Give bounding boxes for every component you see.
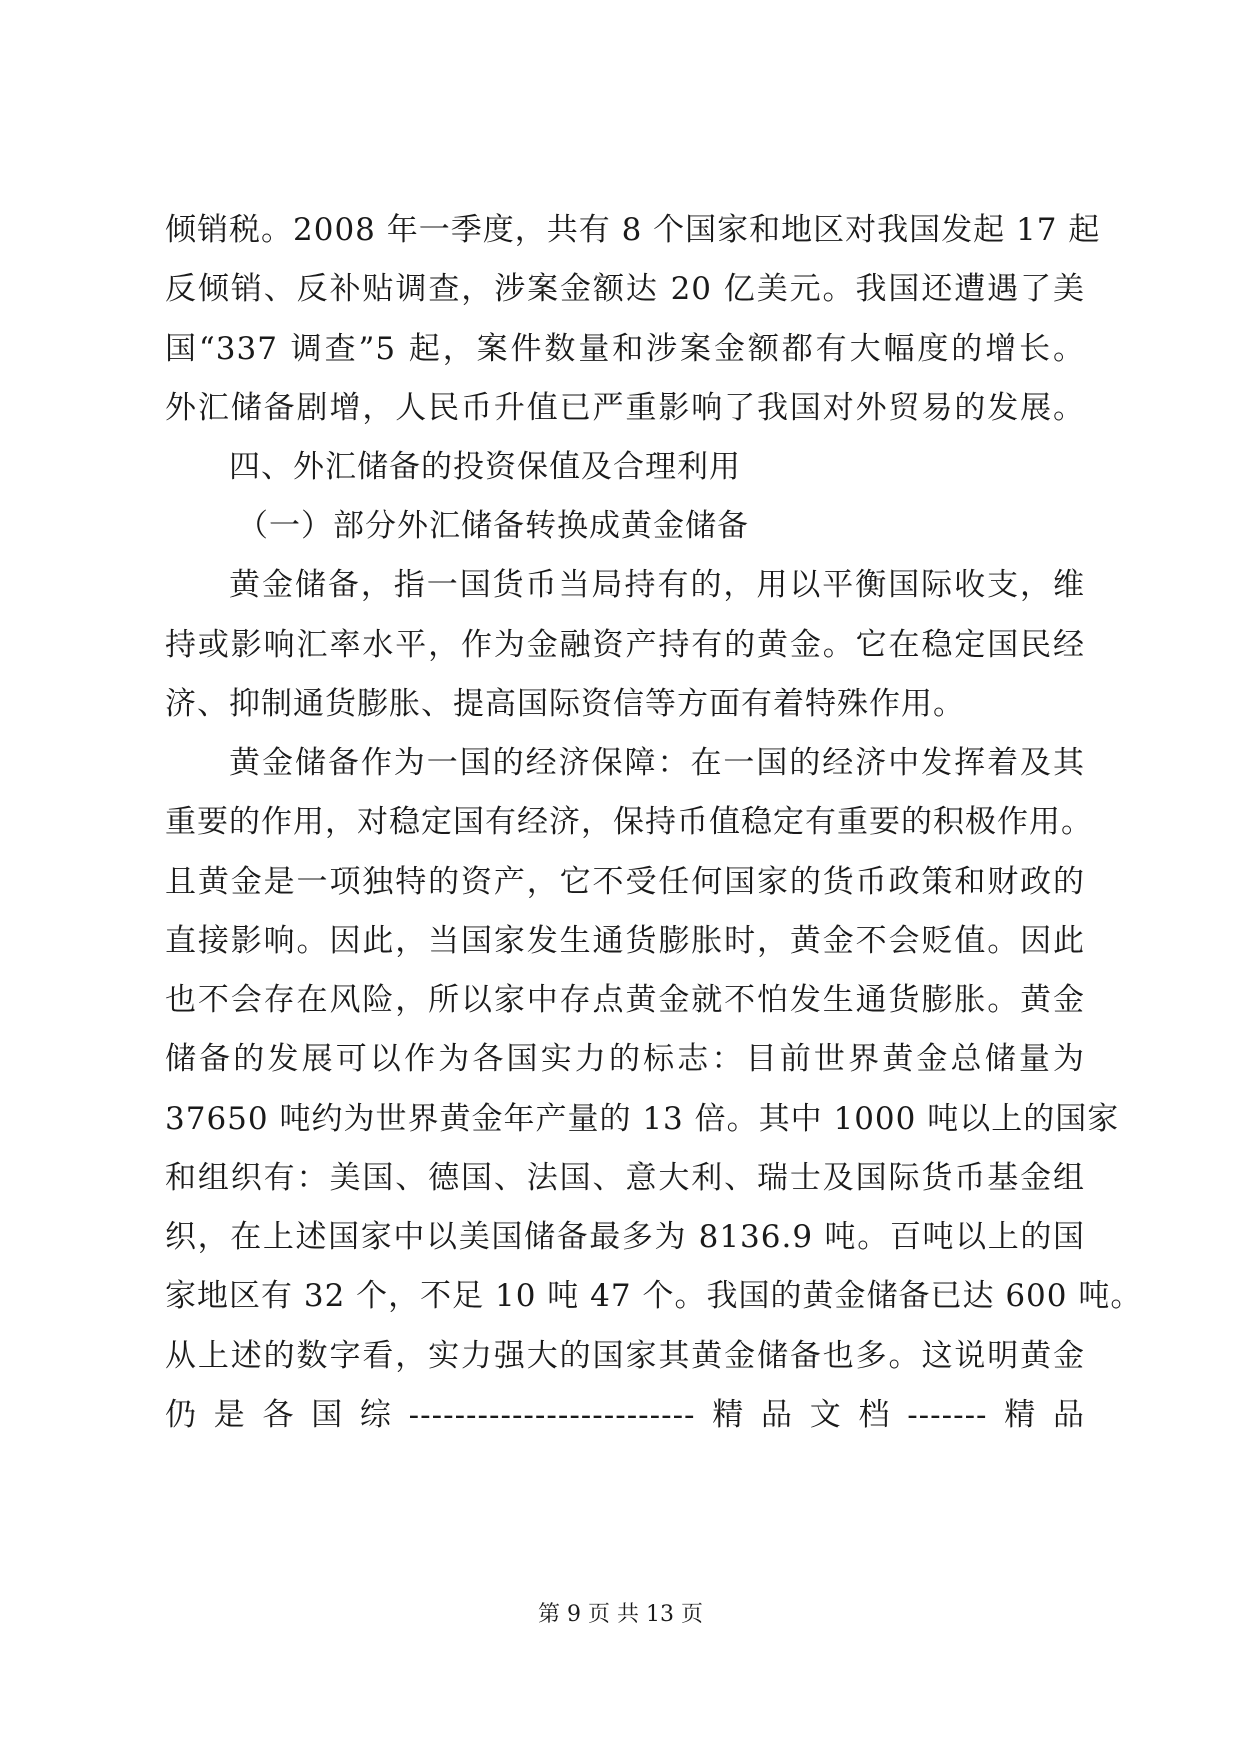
paragraph-2-line-12: 仍是各国综-------------------------精品文档-------精品 <box>165 1397 1085 1433</box>
paragraph-2-line-7: 37650 吨约为世界黄金年产量的 13 倍。其中 1000 吨以上的国家 <box>165 1101 1120 1137</box>
paragraph-2-line-4: 直接影响。因此，当国家发生通货膨胀时，黄金不会贬值。因此 <box>165 923 1085 959</box>
paragraph-1-line-3: 济、抑制通货膨胀、提高国际资信等方面有着特殊作用。 <box>165 686 965 722</box>
text-line-1: 倾销税。2008 年一季度，共有 8 个国家和地区对我国发起 17 起 <box>165 212 1101 248</box>
text-line-4: 外汇储备剧增，人民币升值已严重影响了我国对外贸易的发展。 <box>165 390 1085 426</box>
paragraph-2-line-1: 黄金储备作为一国的经济保障：在一国的经济中发挥着及其 <box>229 745 1085 781</box>
paragraph-1-line-1: 黄金储备，指一国货币当局持有的，用以平衡国际收支，维 <box>229 567 1085 603</box>
page-number-footer: 第 9 页 共 13 页 <box>538 1602 703 1627</box>
text-line-3: 国“337 调查”5 起，案件数量和涉案金额都有大幅度的增长。 <box>165 331 1085 367</box>
paragraph-2-line-11: 从上述的数字看，实力强大的国家其黄金储备也多。这说明黄金 <box>165 1338 1085 1374</box>
paragraph-2-line-10: 家地区有 32 个，不足 10 吨 47 个。我国的黄金储备已达 600 吨。 <box>165 1278 1143 1314</box>
subsection-heading: （一）部分外汇储备转换成黄金储备 <box>237 508 749 544</box>
paragraph-2-line-9: 织，在上述国家中以美国储备最多为 8136.9 吨。百吨以上的国 <box>165 1219 1085 1255</box>
paragraph-2-line-8: 和组织有：美国、德国、法国、意大利、瑞士及国际货币基金组 <box>165 1160 1085 1196</box>
section-heading: 四、外汇储备的投资保值及合理利用 <box>229 449 741 485</box>
text-line-2: 反倾销、反补贴调查，涉案金额达 20 亿美元。我国还遭遇了美 <box>165 271 1085 307</box>
paragraph-2-line-3: 且黄金是一项独特的资产，它不受任何国家的货币政策和财政的 <box>165 864 1085 900</box>
paragraph-2-line-5: 也不会存在风险，所以家中存点黄金就不怕发生通货膨胀。黄金 <box>165 982 1085 1018</box>
paragraph-2-line-2: 重要的作用，对稳定国有经济，保持币值稳定有重要的积极作用。 <box>165 804 1093 840</box>
paragraph-1-line-2: 持或影响汇率水平，作为金融资产持有的黄金。它在稳定国民经 <box>165 627 1085 663</box>
paragraph-2-line-6: 储备的发展可以作为各国实力的标志：目前世界黄金总储量为 <box>165 1041 1085 1077</box>
